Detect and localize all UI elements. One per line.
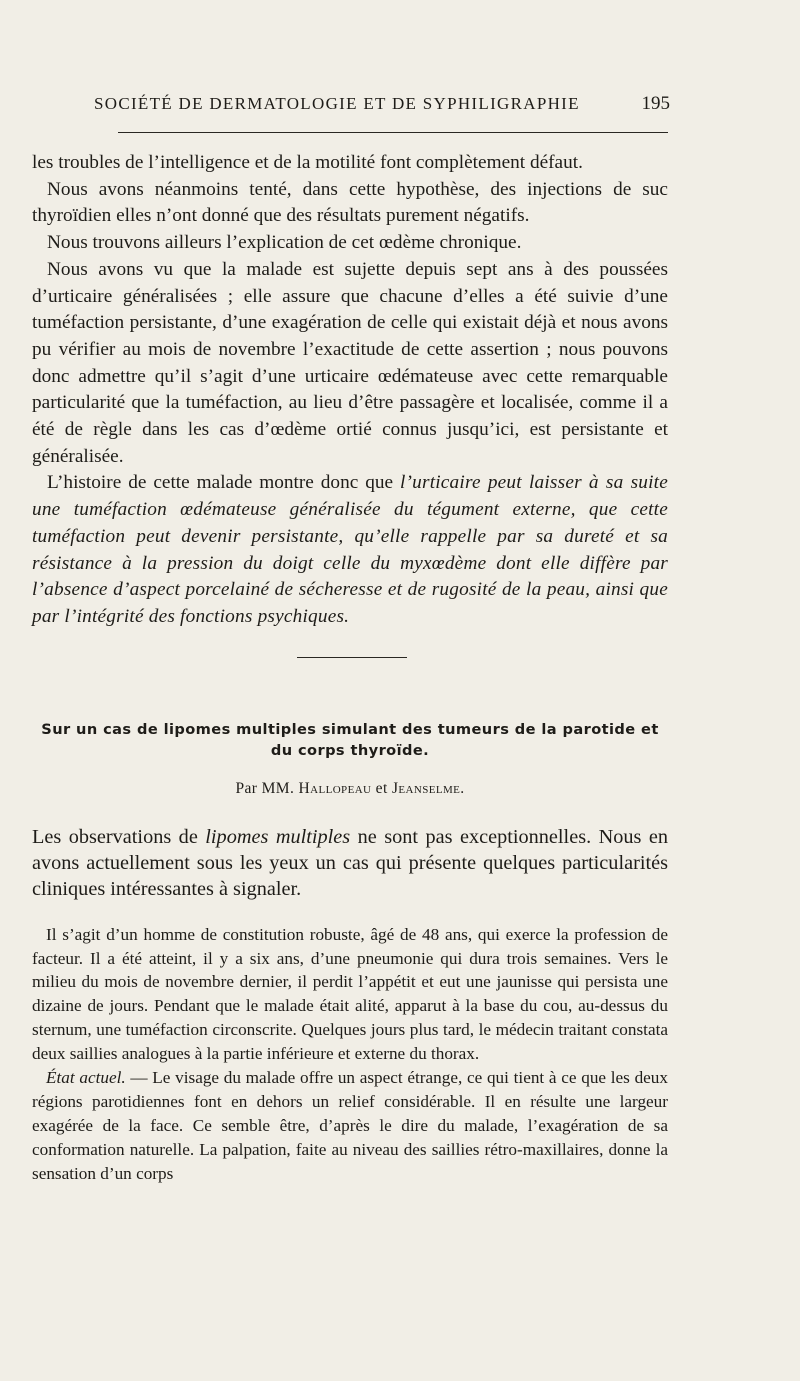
lead-start: Les observations de: [32, 825, 206, 848]
authors-conjunction: et: [375, 779, 388, 797]
conclusion-start: L’histoire de cette malade montre donc que: [47, 472, 400, 494]
previous-article-conclusion: [32, 150, 668, 631]
etat-actuel-label: État actuel.: [46, 1068, 126, 1088]
etat-actuel-text: — Le visage du malade offre un aspect étrange, ce qui tient à ce que les deux régions parotidiennes font en dehors un relief considérable. Il en résulte une largeur exagérée de la face. Ce semble être, d’après le dire du malade, l’exagération de sa conformation naturelle. La palpation, faite au niveau des saillies rétro-maxillaires, donne la sensation d’un corps: [32, 1068, 668, 1183]
authors-prefix: Par MM.: [235, 779, 295, 797]
observation-text: [32, 923, 668, 1186]
lead-rest: ne sont pas exceptionnelles. Nous en avons actuellement sous les yeux un cas qui présente quelques particularités cliniques intéressantes à signaler.: [32, 825, 669, 900]
paragraph: [32, 1066, 668, 1186]
author-name: Hallopeau: [298, 779, 372, 797]
conclusion-paragraph: [32, 470, 668, 630]
section-separator: [297, 657, 407, 658]
lead-italic: lipomes multiples: [205, 825, 351, 848]
page-body: [32, 150, 668, 1186]
paragraph: les troubles de l’intelligence et de la motilité font complètement défaut.: [32, 152, 583, 173]
conclusion-italic: l’urticaire peut laisser à sa suite une tuméfaction œdémateuse généralisée du tégument externe, que cette tuméfaction peut devenir persistante, qu’elle rappelle par sa dureté et sa résistance à la pression du doigt celle du myxœdème dont elle diffère par l’absence d’aspect porcelainé de sécheresse et de rugosité de la peau, ainsi que par l’intégrité des fonctions psychiques.: [32, 472, 668, 627]
paragraph: Nous avons vu que la malade est sujette depuis sept ans à des poussées d’urticaire généralisées ; elle assure que chacune d’elles a été suivie d’une tuméfaction persistante, d’une exagération de celle qui existait déjà et nous avons pu vérifier au mois de novembre l’exactitude de cette assertion ; nous pouvons donc admettre qu’il s’agit d’une urticaire œdémateuse avec cette remarquable particularité que la tuméfaction, au lieu d’être passagère et localisée, comme il a été de règle dans les cas d’œdème ortié connus jusqu’ici, est persistante et généralisée.: [32, 258, 668, 467]
article-authors: [32, 780, 668, 798]
running-title: SOCIÉTÉ DE DERMATOLOGIE ET DE SYPHILIGRAPHIE: [94, 94, 580, 113]
paragraph: Nous trouvons ailleurs l’explication de cet œdème chronique.: [47, 232, 522, 254]
author-name: Jeanselme.: [391, 779, 465, 797]
page-header: [86, 94, 670, 120]
paragraph: Nous avons néanmoins tenté, dans cette hypothèse, des injections de suc thyroïdien elles n’ont donné que des résultats purement négatifs.: [32, 178, 668, 227]
page-number: 195: [641, 93, 670, 114]
paragraph: Il s’agit d’un homme de constitution robuste, âgé de 48 ans, qui exerce la profession de facteur. Il a été atteint, il y a six ans, d’une pneumonie qui dura trois semaines. Vers le milieu du mois de novembre dernier, il perdit l’appétit et eut une jaunisse qui persista une dizaine de jours. Pendant que le malade était alité, apparut à la base du cou, au-dessus du sternum, une tuméfaction circonscrite. Quelques jours plus tard, le médecin traitant constata deux saillies analogues à la partie inférieure et externe du thorax.: [32, 924, 668, 1064]
header-rule: [118, 132, 668, 133]
article-title: Sur un cas de lipomes multiples simulant des tumeurs de la parotide et du corps thyroïde.: [41, 720, 659, 759]
lead-paragraph: [32, 824, 668, 902]
